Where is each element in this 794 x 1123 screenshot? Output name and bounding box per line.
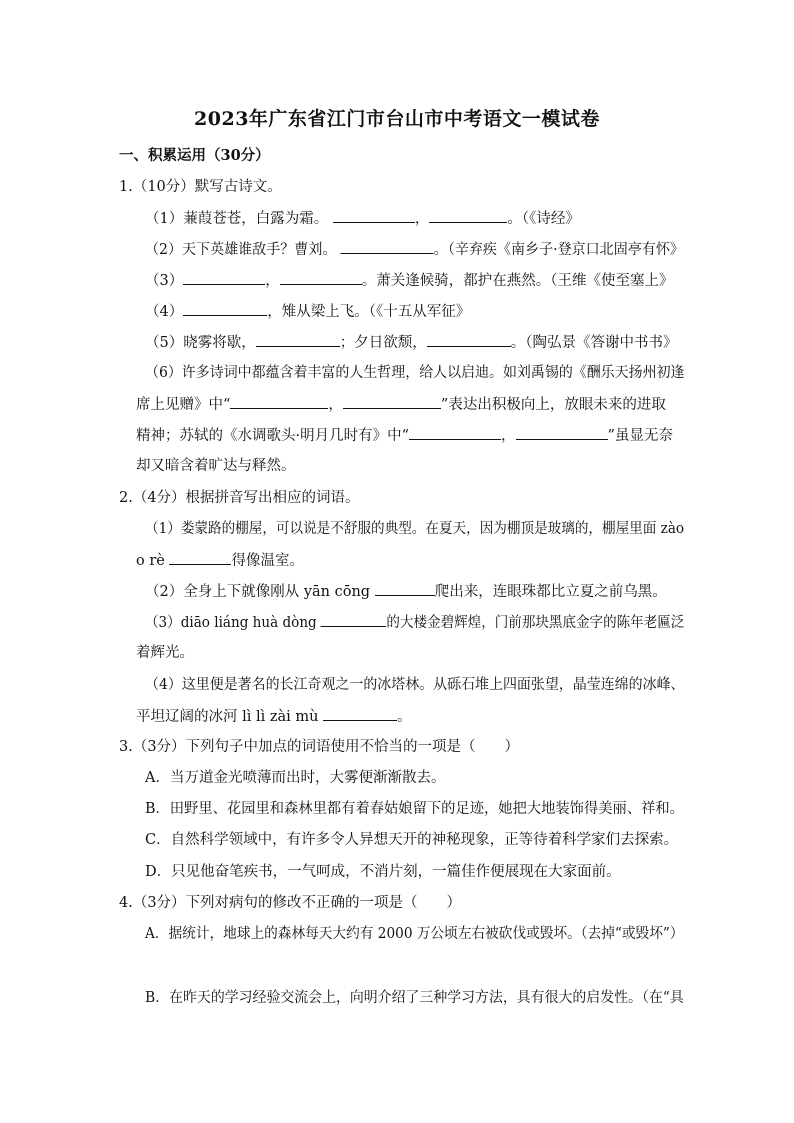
q4-option-b: B．在昨天的学习经验交流会上，向明介绍了三种学习方法，具有很大的启发性。（在“具 xyxy=(145,990,684,1006)
q1-item-6-line2: 席上见赠》中“ ， ”表达出积极向上，放眼未来的进取 xyxy=(136,394,666,415)
answer-blank[interactable] xyxy=(280,270,362,285)
answer-blank[interactable] xyxy=(341,239,434,254)
q4-stem: 4.（3分）下列对病句的修改不正确的一项是（ ） xyxy=(119,895,462,911)
q2-item-1-line2: o rè 得像温室。 xyxy=(136,550,304,571)
page-title: 2023年广东省江门市台山市中考语文一模试卷 xyxy=(194,108,600,130)
answer-blank[interactable] xyxy=(516,425,608,440)
q2-item-4-line2: 平坦辽阔的冰河 lì lì zài mù 。 xyxy=(136,706,412,727)
q2-stem: 2.（4分）根据拼音写出相应的词语。 xyxy=(119,490,360,506)
answer-blank[interactable] xyxy=(427,332,511,347)
q1-item-5: （5）晓雾将歇， ；夕日欲颓， 。（陶弘景《答谢中书书》 xyxy=(145,332,677,353)
answer-blank[interactable] xyxy=(321,612,386,627)
q1-stem: 1.（10分）默写古诗文。 xyxy=(119,179,282,195)
q3-option-a: A．当万道金光喷薄而出时，大雾便渐渐散去。 xyxy=(145,770,446,786)
q2-item-1-line1: （1）娄蒙路的棚屋，可以说是不舒服的典型。在夏天，因为棚顶是玻璃的，棚屋里面 zào xyxy=(145,521,685,537)
answer-blank[interactable] xyxy=(409,425,501,440)
answer-blank[interactable] xyxy=(183,301,267,316)
section-heading: 一、积累运用（30分） xyxy=(119,147,270,164)
q3-stem: 3.（3分）下列句子中加点的词语使用不恰当的一项是（ ） xyxy=(119,739,520,755)
answer-blank[interactable] xyxy=(323,706,397,721)
q1-item-6-line3: 精神；苏轼的《水调歌头·明月几时有》中“ ， ”虽显无奈 xyxy=(136,425,673,446)
q2-item-4-line1: （4）这里便是著名的长江奇观之一的冰塔林。从砾石堆上四面张望，晶莹连绵的冰峰、 xyxy=(145,677,685,693)
answer-blank[interactable] xyxy=(230,394,328,409)
q2-item-2: （2）全身上下就像刚从 yān cōng 爬出来，连眼珠都比立夏之前乌黑。 xyxy=(145,581,667,602)
q1-item-4: （4） ，雉从梁上飞。（《十五从军征》 xyxy=(145,301,470,322)
q3-option-d: D．只见他奋笔疾书，一气呵成，不消片刻，一篇佳作便展现在大家面前。 xyxy=(145,864,621,880)
q1-item-1: （1）蒹葭苍苍，白露为霜。 ， 。（《诗经》 xyxy=(145,208,580,229)
answer-blank[interactable] xyxy=(375,581,435,596)
answer-blank[interactable] xyxy=(256,332,340,347)
q1-item-2: （2）天下英雄谁敌手？曹刘。 。（辛弃疾《南乡子·登京口北固亭有怀》 xyxy=(145,239,684,260)
q1-item-6-line1: （6）许多诗词中都蕴含着丰富的人生哲理，给人以启迪。如刘禹锡的《酬乐天扬州初逢 xyxy=(145,365,685,381)
q1-item-3: （3） ， 。萧关逢候骑，都护在燕然。（王维《使至塞上》 xyxy=(145,270,673,291)
answer-blank[interactable] xyxy=(429,208,507,223)
answer-blank[interactable] xyxy=(343,394,441,409)
answer-blank[interactable] xyxy=(183,270,265,285)
q3-option-c: C．自然科学领域中，有许多令人异想天开的神秘现象，正等待着科学家们去探索。 xyxy=(145,832,679,848)
q2-item-3-line1: （3）diāo liáng huà dòng 的大楼金碧辉煌，门前那块黑底金字的陈年老匾泛 xyxy=(145,612,684,633)
answer-blank[interactable] xyxy=(333,208,415,223)
q1-item-6-line4: 却又暗含着旷达与释然。 xyxy=(136,458,296,474)
q4-option-a: A．据统计，地球上的森林每天大约有 2000 万公顷左右被砍伐或毁坏。（去掉“或毁坏”） xyxy=(145,926,684,942)
q3-option-b: B．田野里、花园里和森林里都有着春姑娘留下的足迹，她把大地装饰得美丽、祥和。 xyxy=(145,801,684,817)
answer-blank[interactable] xyxy=(169,550,231,565)
q2-item-3-line2: 着辉光。 xyxy=(136,645,194,661)
